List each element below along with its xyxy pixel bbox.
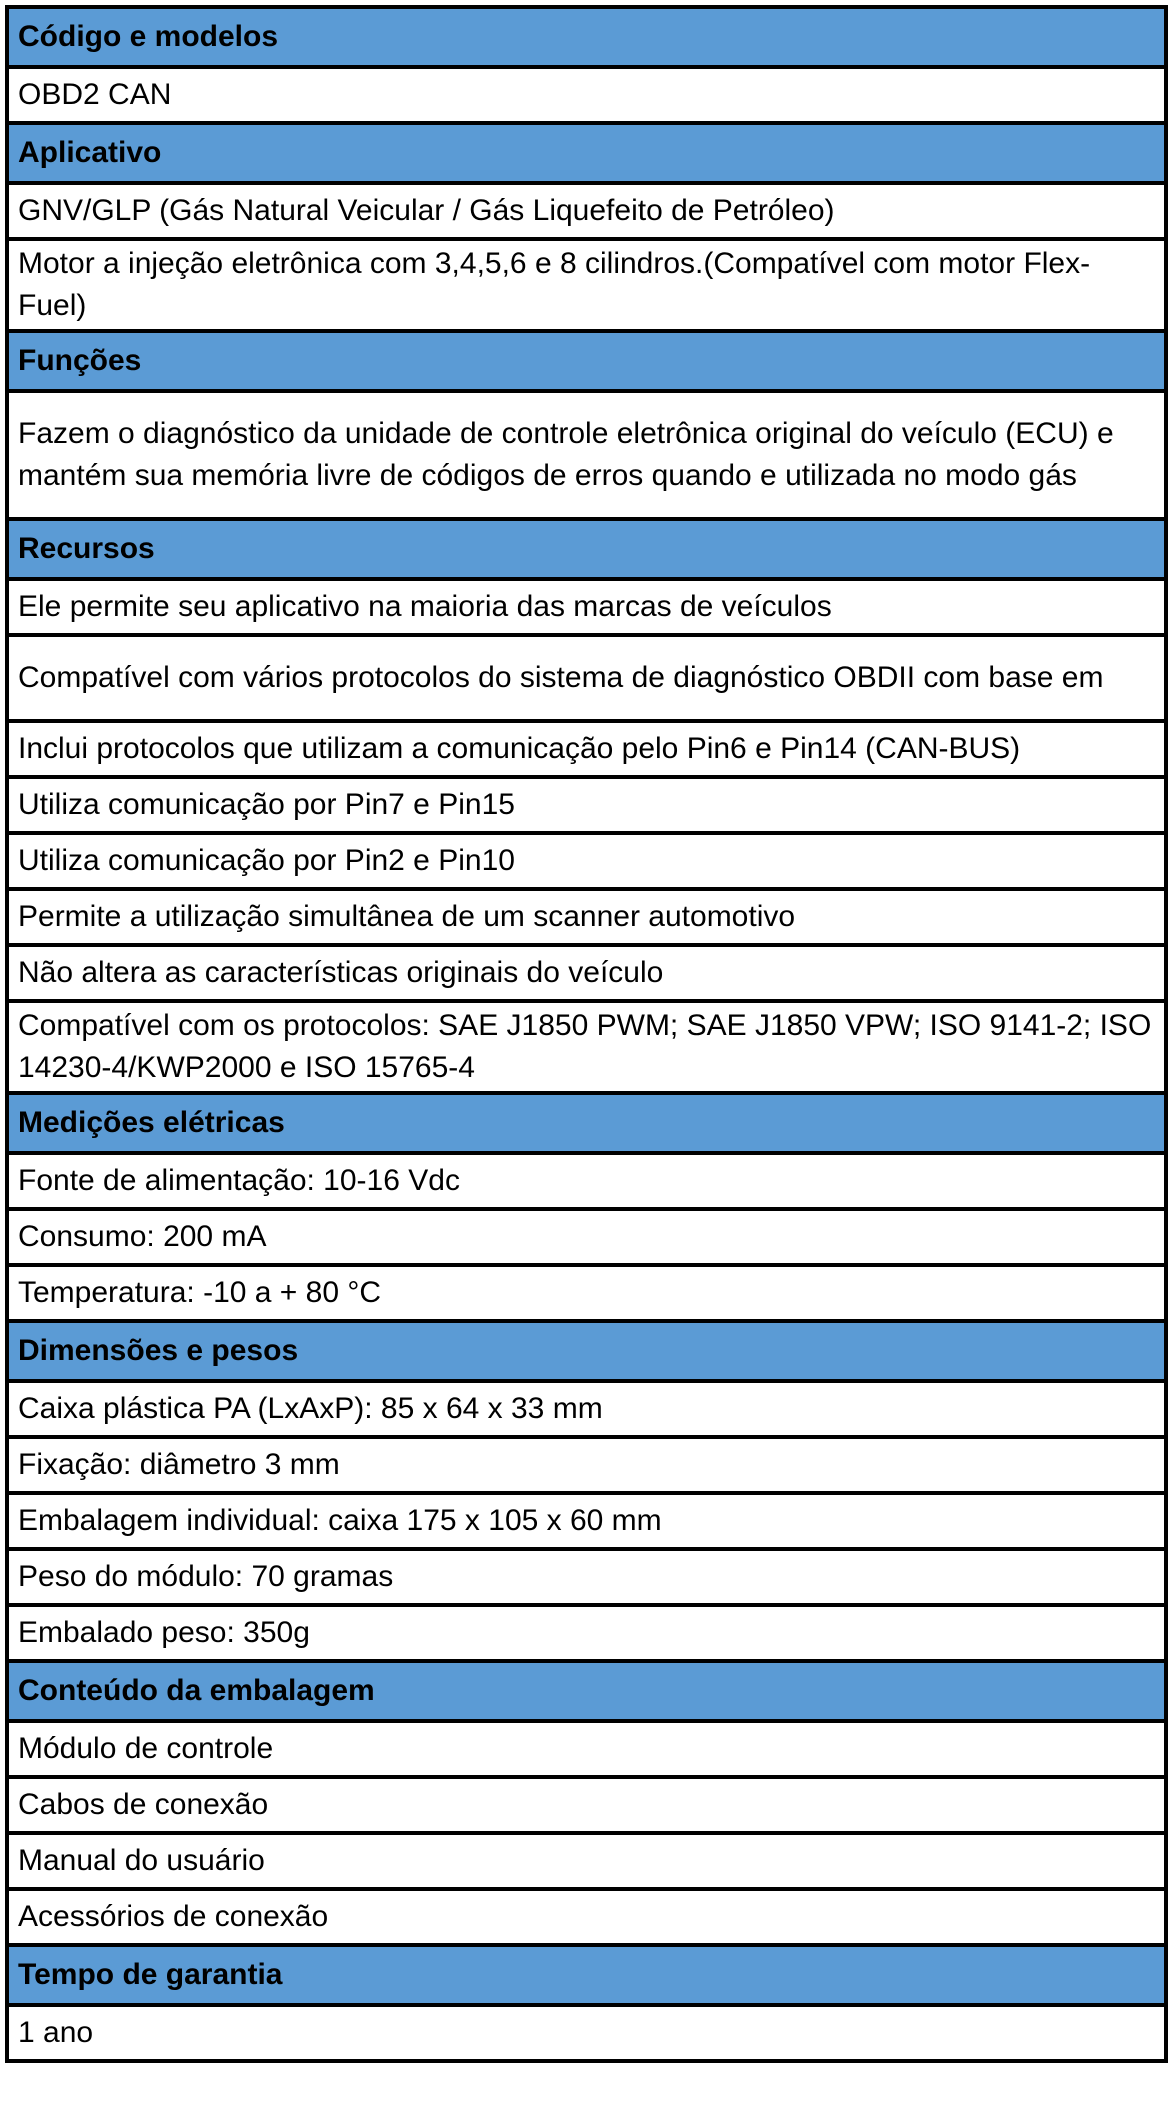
table-cell: Manual do usuário — [7, 1833, 1166, 1889]
table-row — [7, 1721, 1166, 1777]
table-row — [7, 1493, 1166, 1549]
table-cell: Compatível com vários protocolos do sistema de diagnóstico OBDII com base em — [7, 635, 1166, 721]
section-title-dimensoes-e-pesos: Dimensões e pesos — [7, 1321, 1166, 1381]
section-header-row — [7, 1321, 1166, 1381]
section-title-codigo-e-modelos: Código e modelos — [7, 7, 1166, 67]
table-row — [7, 635, 1166, 721]
table-row — [7, 721, 1166, 777]
table-row — [7, 889, 1166, 945]
table-row — [7, 1153, 1166, 1209]
table-cell: Fazem o diagnóstico da unidade de controle eletrônica original do veículo (ECU) e mantém sua memória livre de códigos de erros quando e utilizada no modo gás — [7, 391, 1166, 519]
table-cell: Acessórios de conexão — [7, 1889, 1166, 1945]
table-row — [7, 183, 1166, 239]
table-cell: Embalado peso: 350g — [7, 1605, 1166, 1661]
table-cell: 1 ano — [7, 2005, 1166, 2061]
table-cell: Cabos de conexão — [7, 1777, 1166, 1833]
table-row — [7, 1437, 1166, 1493]
table-cell: Embalagem individual: caixa 175 x 105 x 60 mm — [7, 1493, 1166, 1549]
spec-table — [5, 5, 1168, 2063]
table-cell: Consumo: 200 mA — [7, 1209, 1166, 1265]
table-row — [7, 67, 1166, 123]
section-title-funcoes: Funções — [7, 331, 1166, 391]
table-row — [7, 1265, 1166, 1321]
table-row — [7, 579, 1166, 635]
table-row — [7, 391, 1166, 519]
section-title-tempo-de-garantia: Tempo de garantia — [7, 1945, 1166, 2005]
table-cell: Temperatura: -10 a + 80 °C — [7, 1265, 1166, 1321]
section-header-row — [7, 123, 1166, 183]
table-row — [7, 777, 1166, 833]
table-cell: Fixação: diâmetro 3 mm — [7, 1437, 1166, 1493]
table-cell: GNV/GLP (Gás Natural Veicular / Gás Liquefeito de Petróleo) — [7, 183, 1166, 239]
table-cell: Utiliza comunicação por Pin7 e Pin15 — [7, 777, 1166, 833]
section-title-recursos: Recursos — [7, 519, 1166, 579]
table-row — [7, 1549, 1166, 1605]
table-cell: Módulo de controle — [7, 1721, 1166, 1777]
table-row — [7, 945, 1166, 1001]
section-header-row — [7, 1945, 1166, 2005]
table-cell: Caixa plástica PA (LxAxP): 85 x 64 x 33 mm — [7, 1381, 1166, 1437]
table-row — [7, 1889, 1166, 1945]
section-header-row — [7, 1093, 1166, 1153]
section-header-row — [7, 331, 1166, 391]
table-row — [7, 833, 1166, 889]
table-cell: Peso do módulo: 70 gramas — [7, 1549, 1166, 1605]
table-row — [7, 1209, 1166, 1265]
table-cell: Utiliza comunicação por Pin2 e Pin10 — [7, 833, 1166, 889]
table-row — [7, 1777, 1166, 1833]
table-cell: OBD2 CAN — [7, 67, 1166, 123]
table-cell: Não altera as características originais do veículo — [7, 945, 1166, 1001]
section-header-row — [7, 7, 1166, 67]
table-row — [7, 239, 1166, 331]
section-title-medicoes-eletricas: Medições elétricas — [7, 1093, 1166, 1153]
table-cell: Inclui protocolos que utilizam a comunicação pelo Pin6 e Pin14 (CAN-BUS) — [7, 721, 1166, 777]
table-cell: Permite a utilização simultânea de um scanner automotivo — [7, 889, 1166, 945]
table-cell: Fonte de alimentação: 10-16 Vdc — [7, 1153, 1166, 1209]
section-title-conteudo-da-embalagem: Conteúdo da embalagem — [7, 1661, 1166, 1721]
table-cell: Ele permite seu aplicativo na maioria das marcas de veículos — [7, 579, 1166, 635]
section-header-row — [7, 519, 1166, 579]
section-header-row — [7, 1661, 1166, 1721]
table-cell: Motor a injeção eletrônica com 3,4,5,6 e 8 cilindros.(Compatível com motor Flex-Fuel) — [7, 239, 1166, 331]
section-title-aplicativo: Aplicativo — [7, 123, 1166, 183]
table-row — [7, 1833, 1166, 1889]
table-row — [7, 1381, 1166, 1437]
table-cell: Compatível com os protocolos: SAE J1850 PWM; SAE J1850 VPW; ISO 9141-2; ISO 14230-4/KWP2000 e ISO 15765-4 — [7, 1001, 1166, 1093]
table-row — [7, 2005, 1166, 2061]
table-row — [7, 1001, 1166, 1093]
table-row — [7, 1605, 1166, 1661]
